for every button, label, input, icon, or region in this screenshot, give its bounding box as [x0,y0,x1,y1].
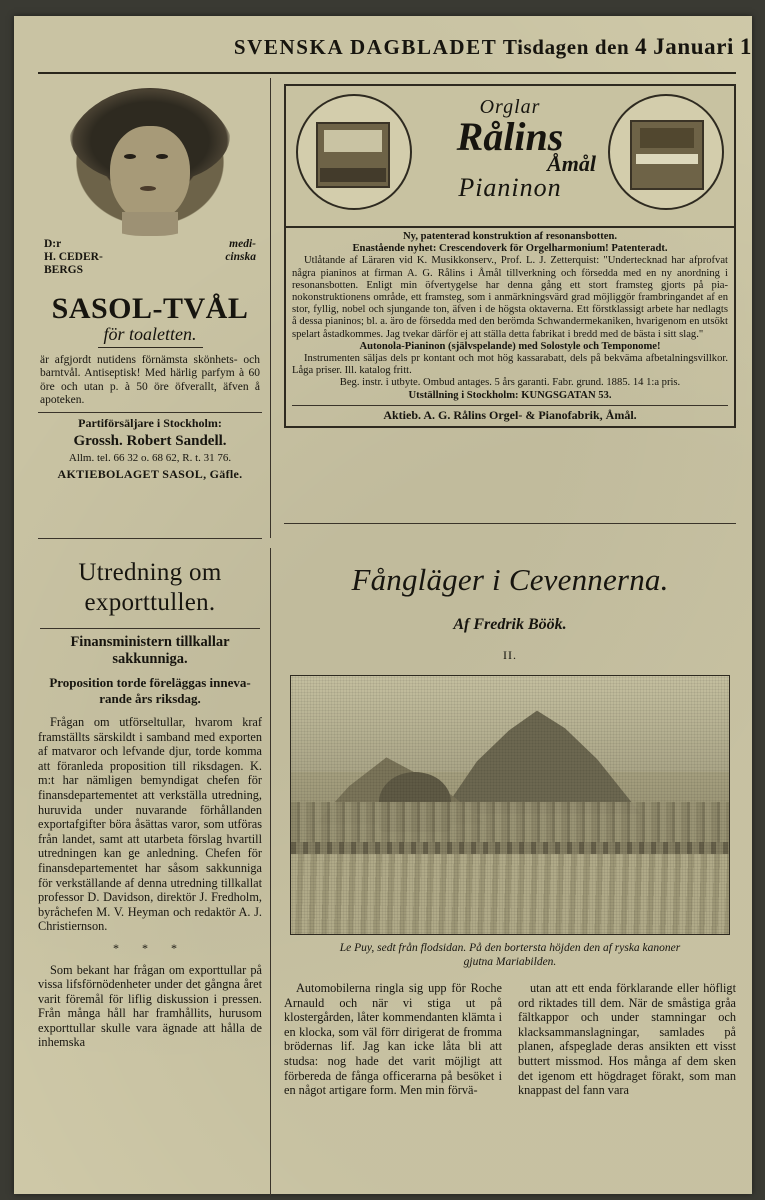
eye-left [124,154,136,159]
photo-caption-line1: Le Puy, sedt från flodsidan. På den bortersta höjden den af ryska kanoner [339,942,681,954]
left-article-separator: * * * [113,940,187,955]
left-article-body [38,715,262,1050]
ralins-exhibition: Utställning i Stockholm: KUNGSGATAN 53. [408,389,612,401]
ralins-footer: Aktieb. A. G. Rålins Orgel- & Pianofabrik, Åmål. [292,405,728,421]
left-article-subhead-1-line1: Finansministern tillkallar [70,634,230,650]
left-article-headline-line1: Utredning om [78,559,222,586]
left-article-subhead-1-line2: sakkunniga. [112,651,188,667]
sasol-product-title: SASOL-TVÅL [51,292,249,325]
main-article-title: Fångläger i Cevennerna. [351,562,669,597]
ralins-paragraph-3: Instrumenten säljas dels pr kontant och mot hög kassarabatt, dels på bekväma afbetalningsvillkor. Låga priser. Ill. katalog fritt. [292,353,728,377]
sasol-doctor-name [44,238,103,277]
newspaper-page [14,16,752,1194]
photo-halftone-grain [291,676,729,934]
article-fanglager [284,548,736,1098]
advertisement-sasol[interactable] [38,84,262,482]
masthead-rule [38,72,736,74]
left-article-subhead-2-line2: rande års riksdag. [99,691,201,706]
main-article-column-1: Automobilerna ringla sig upp för Roche Arnauld och när vi stiga ut på klostergården, låter kommendanten klämta i en klocka, som väl förr dirigerat de fromma brödernas lif. Jag kan icke låta bli att studsa: nog hade det varit möjligt att förbereda de fånga officerarna på besöket i en något artigare form. Men min förvä- [284,981,502,1098]
masthead-day: 4 [635,34,648,59]
neck-shape [122,212,178,236]
mouth-shape [140,186,156,191]
left-article-subhead-2-line1: Proposition torde föreläggas inneva- [49,675,251,690]
ralins-pianinon: Pianinon [458,173,562,202]
sasol-kind-line1: medi- [229,238,256,250]
left-article-subhead-2 [38,675,262,707]
advertisement-ralins[interactable] [284,84,736,428]
sasol-kind-label [225,238,256,264]
organ-medallion [296,94,412,210]
masthead-paper-name: SVENSKA DAGBLADET [233,35,498,59]
ralins-line-novelty: Enastående nyhet: Crescendoverk för Orgelharmonium! Patenteradt. [352,243,668,255]
main-article-column-2: utan att ett enda förklarande eller höfligt ord riktades till dem. När de småstiga gråa fältkappor och under stamningar och klacksammanslagningar, samlades på planen, afspeglade deras ansikten ett visst buttert missmod. Hos många af dem sken det igenom ett högdraget förakt, som man knappast del fann vara [518,981,736,1098]
ralins-banner [284,84,736,228]
left-article-paragraph-1: Frågan om utförseltullar, hvarom kraf framställts särskildt i samband med exporten af matvaror och lefvande djur, torde komma att föranleda proposition till riksdagen. K. m:t har nämligen bemyndigat chefen för finansdepartementet att verkställa utredning, huruvida under nuvarande förhållanden exportafgifter böra åsättas varor, som utföras från landet, samt att utarbeta förslag hvartill utredningen kan ge anledning. Chefen för finansdepartementet har såsom sakkunniga för verkställande af denna utredning tillkallat professor D. Davidson, direktör J. Fredholm, byråchefen M. V. Heyman och redaktör A. J. Christiernson. [38,715,262,934]
left-article-subhead-1 [38,634,262,668]
photo-caption [284,941,736,969]
column-divider-top [270,78,271,538]
article-photograph [290,675,730,935]
ralins-line-new: Ny, patenterad konstruktion af resonansbotten. [402,231,618,242]
left-article-rule [40,628,260,629]
sasol-doctor-line2: H. CEDER- [44,251,103,263]
main-article-body [284,981,736,1098]
ralins-orglar: Orglar [479,96,541,118]
sasol-product-subtitle: för toaletten. [98,324,203,348]
sasol-telephone: Allm. tel. 66 32 o. 68 62, R. t. 31 76. [68,451,232,464]
ralins-paragraph-1: Utlåtande af Läraren vid K. Musikkonserv., Prof. L. J. Zetterquist: "Undertecknad har afprofvat några pianinos at firman A. G. Rålins i Åmål tillverkning och försedda med en ny anordning i resonansbotten. Enligt min öfvertygelse har denna gång ett stort framsteg gjorts på pianokonstruktionens område, ett framsteg, som i anmärkningsvärd grad möjliggör frambringandet af en stor, fyllig, nobel och sjungande ton, äfven i de högsta oktaverna. Ett förstklassigt arbete har nedlagts å dessa pianinos; bl. a. äro de försedda med den berömda Schwandermekaniken, hvarigenom en utsökt spelart åstadkommes. Jag tvekar därför ej att ställa detta fabrikat i bredd med de bästa i sitt slag." [292,255,728,340]
ralins-paragraph-4: Beg. instr. i utbyte. Ombud antages. 5 års garanti. Fabr. grund. 1885. 14 1:a pris. [339,377,681,389]
masthead-weekday: Tisdagen den [502,35,630,59]
sasol-distributor-label: Partiförsäljare i Stockholm: [38,412,262,431]
organ-icon [316,122,390,188]
main-article-part: II. [503,648,517,662]
photo-caption-line2: gjutna Mariabilden. [463,956,557,968]
left-article-headline [38,558,262,618]
sasol-company: AKTIEBOLAGET SASOL, Gäfle. [57,466,243,481]
sasol-kind-line2: cinska [225,251,256,263]
face-shape [110,126,190,222]
sasol-body-text: är afgjordt nutidens förnämsta skönhets- och barntvål. Antiseptisk! Med härlig parfym à 60 öre och utan p. à 50 öre öfverallt, äfven å apoteken. [40,354,260,407]
rule-right-mid [284,523,736,524]
ralins-wordmark [406,92,614,203]
column-divider-bottom [270,548,271,1196]
sasol-caption-block [38,238,262,290]
eye-right [156,154,168,159]
piano-medallion [608,94,724,210]
woman-portrait-illustration [64,88,236,236]
sasol-distributor-name: Grossh. Robert Sandell. [73,432,227,449]
ralins-amal: Åmål [547,151,596,176]
ralins-paragraph-2: Autonola-Pianinon (självspelande) med Solostyle och Temponome! [359,340,661,352]
masthead-year: 1 [739,34,752,59]
sasol-doctor-line3: BERGS [44,264,83,276]
article-exporttullen [38,548,262,1050]
left-article-paragraph-2: Som bekant har frågan om exporttullar på vissa lifsförnödenheter under det gångna året varit föremål för liflig diskussion i pressen. Från många håll har framhållits, hurusom exporttullar skulle vara ägnade att hålla de inhemska [38,962,262,1050]
masthead-month: Januari [653,34,735,59]
left-article-headline-line2: exporttullen. [84,589,216,616]
sasol-doctor-line1: D:r [44,238,62,250]
ralins-body [284,228,736,428]
main-article-author: Af Fredrik Böök. [453,616,567,633]
ralins-brand: Rålins [456,114,564,159]
masthead [224,34,752,60]
rule-left-mid [38,538,262,539]
piano-icon [630,120,704,190]
